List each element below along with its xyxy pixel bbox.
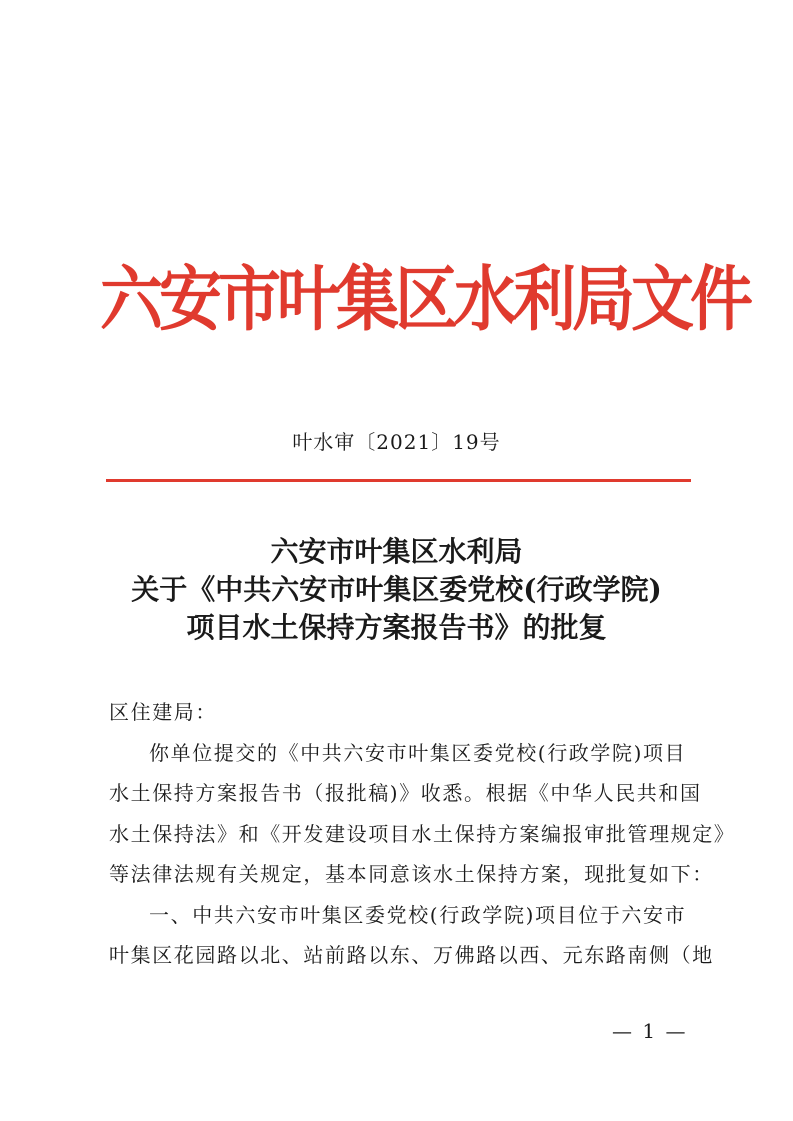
body-line-5: 一、中共六安市叶集区委党校(行政学院)项目位于六安市 <box>149 902 687 927</box>
body-line-4: 等法律法规有关规定，基本同意该水土保持方案，现批复如下： <box>109 862 714 886</box>
issuer-banner: 六安市叶集区水利局文件 <box>100 258 749 341</box>
body-line-6: 叶集区花园路以北、站前路以东、万佛路以西、元东路南侧（地 <box>109 943 714 967</box>
page-number: — 1 — <box>612 1019 688 1043</box>
document-title <box>0 533 793 647</box>
body-line-1: 你单位提交的《中共六安市叶集区委党校(行政学院)项目 <box>149 740 687 765</box>
body-line-2: 水土保持方案报告书（报批稿)》收悉。根据《中华人民共和国 <box>109 781 702 805</box>
red-divider-line <box>106 479 691 482</box>
body-line-3: 水土保持法》和《开发建设项目水土保持方案编报审批管理规定》 <box>109 821 736 846</box>
title-line-2: 关于《中共六安市叶集区委党校(行政学院) <box>131 573 662 606</box>
title-line-3: 项目水土保持方案报告书》的批复 <box>186 611 607 644</box>
document-number: 叶水审〔2021〕19号 <box>292 430 501 454</box>
document-body <box>109 692 736 976</box>
addressee: 区住建局： <box>109 700 217 724</box>
title-line-1: 六安市叶集区水利局 <box>270 535 523 568</box>
